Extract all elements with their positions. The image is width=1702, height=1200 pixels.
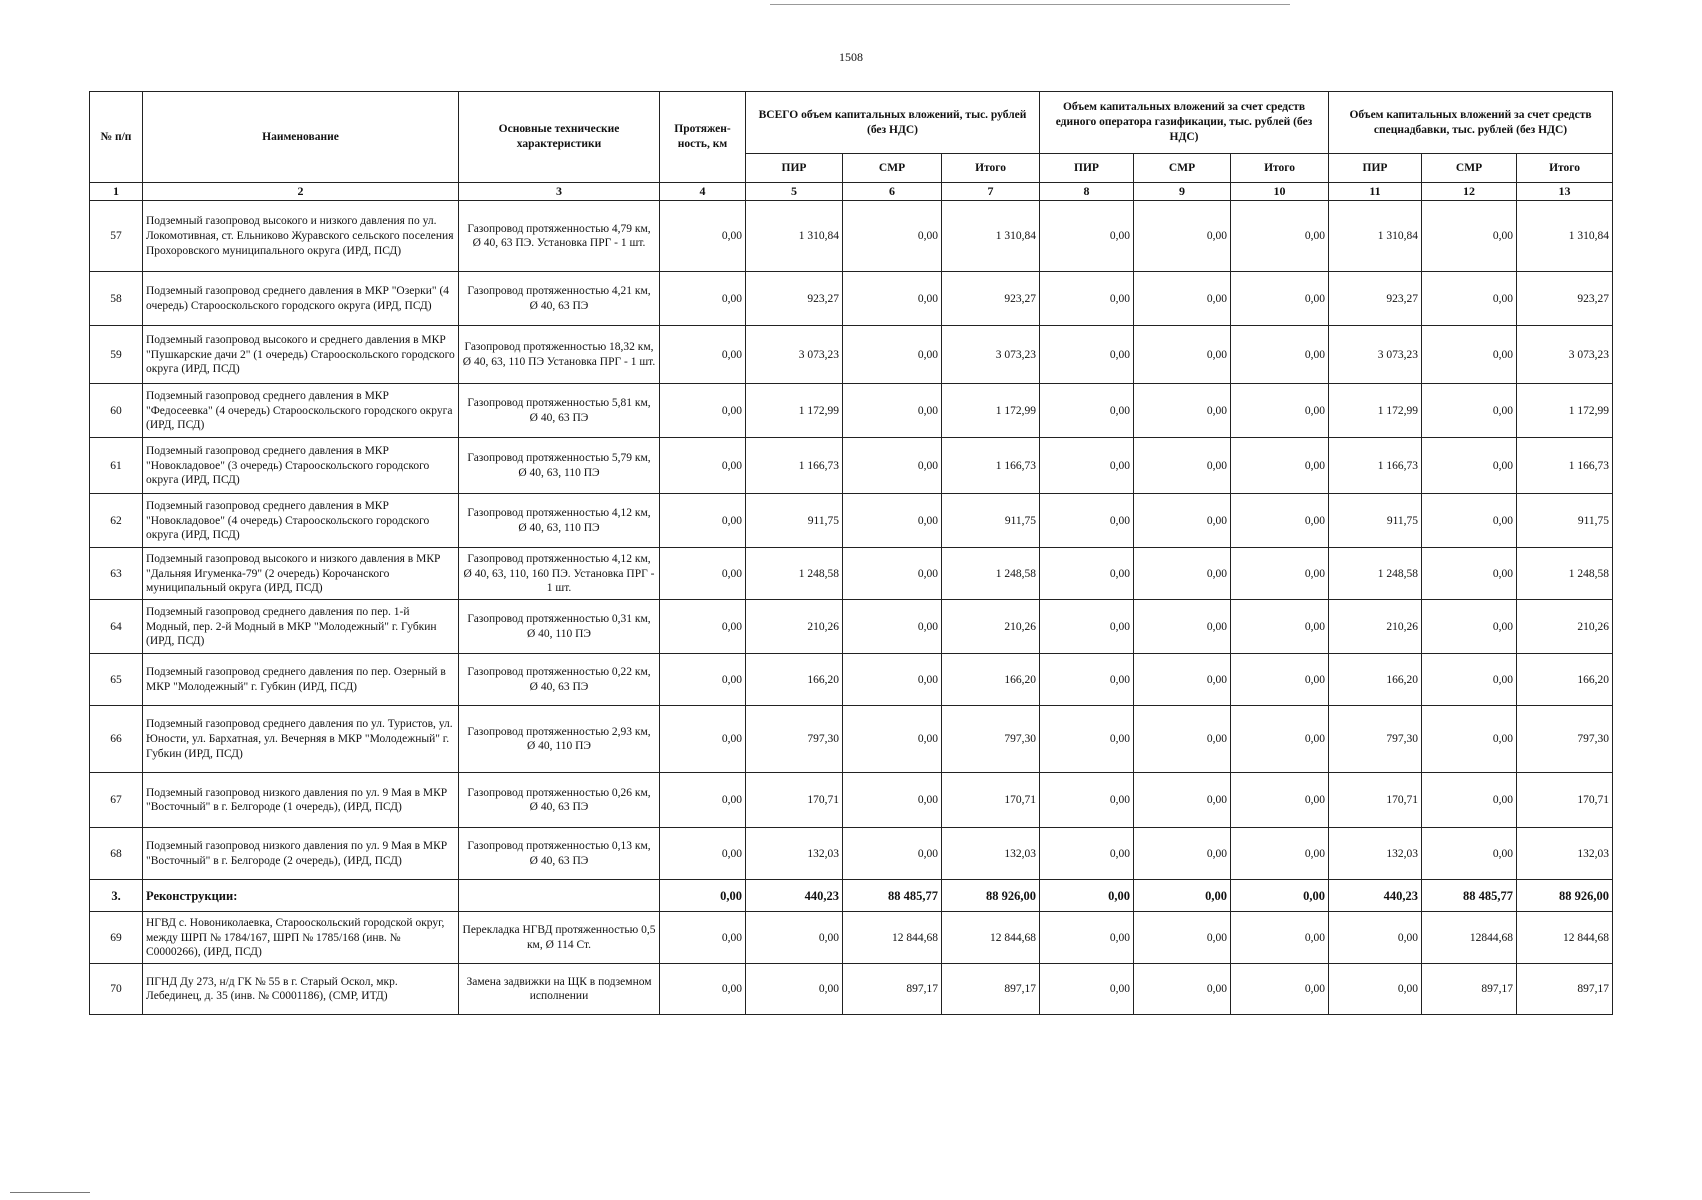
row-value-v6: 0,00 bbox=[843, 773, 942, 828]
row-value-v8: 0,00 bbox=[1040, 773, 1134, 828]
header-length: Протяжен-ность, км bbox=[660, 92, 746, 183]
row-value-v6: 0,00 bbox=[843, 384, 942, 438]
row-value-v10: 0,00 bbox=[1231, 438, 1329, 494]
row-value-len: 0,00 bbox=[660, 326, 746, 384]
row-name: НГВД с. Новониколаевка, Старооскольский городской округ, между ШРП № 1784/167, ШРП № 1785/168 (инв. № С0000266), (ИРД, ПСД) bbox=[143, 912, 459, 964]
row-value-v12: 0,00 bbox=[1422, 654, 1517, 706]
table-row bbox=[90, 384, 1613, 438]
row-value-v10: 0,00 bbox=[1231, 384, 1329, 438]
header-group-total: ВСЕГО объем капитальных вложений, тыс. рублей (без НДС) bbox=[746, 92, 1040, 154]
row-number: 63 bbox=[90, 548, 143, 600]
row-value-len: 0,00 bbox=[660, 384, 746, 438]
header-pir: ПИР bbox=[1329, 154, 1422, 183]
row-value-v12: 0,00 bbox=[1422, 773, 1517, 828]
row-name: Подземный газопровод высокого и низкого давления по ул. Локомотивная, ст. Ельниково Журавского сельского поселения Прохоровского муниципального округа (ИРД, ПСД) bbox=[143, 201, 459, 272]
row-tech-specs: Газопровод протяженностью 18,32 км, Ø 40, 63, 110 ПЭ Установка ПРГ - 1 шт. bbox=[459, 326, 660, 384]
row-value-v13: 1 166,73 bbox=[1517, 438, 1613, 494]
row-tech-specs: Газопровод протяженностью 0,26 км, Ø 40, 63 ПЭ bbox=[459, 773, 660, 828]
row-number: 62 bbox=[90, 494, 143, 548]
row-number: 65 bbox=[90, 654, 143, 706]
row-value-v8: 0,00 bbox=[1040, 912, 1134, 964]
row-value-v11: 210,26 bbox=[1329, 600, 1422, 654]
row-value-v6: 0,00 bbox=[843, 272, 942, 326]
page-number: 1508 bbox=[839, 50, 863, 64]
row-name: Подземный газопровод низкого давления по ул. 9 Мая в МКР "Восточный" в г. Белгороде (1 очередь), (ИРД, ПСД) bbox=[143, 773, 459, 828]
row-value-v7: 3 073,23 bbox=[942, 326, 1040, 384]
header-pir: ПИР bbox=[1040, 154, 1134, 183]
header-group-special: Объем капитальных вложений за счет средств спецнадбавки, тыс. рублей (без НДС) bbox=[1329, 92, 1613, 154]
row-value-v7: 1 166,73 bbox=[942, 438, 1040, 494]
row-value-v7: 1 172,99 bbox=[942, 384, 1040, 438]
row-value-v9: 0,00 bbox=[1134, 548, 1231, 600]
row-value-v9: 0,00 bbox=[1134, 654, 1231, 706]
header-itogo: Итого bbox=[942, 154, 1040, 183]
row-value-v13: 3 073,23 bbox=[1517, 326, 1613, 384]
row-value-v5: 923,27 bbox=[746, 272, 843, 326]
row-value-v12: 0,00 bbox=[1422, 326, 1517, 384]
header-pir: ПИР bbox=[746, 154, 843, 183]
row-value-v9: 0,00 bbox=[1134, 964, 1231, 1015]
row-name: Подземный газопровод высокого и низкого давления в МКР "Дальняя Игуменка-79" (2 очередь) Корочанского муниципальный округа (ИРД, ПСД) bbox=[143, 548, 459, 600]
column-number: 12 bbox=[1422, 183, 1517, 201]
row-name: Подземный газопровод среднего давления в МКР "Озерки" (4 очередь) Старооскольского городского округа (ИРД, ПСД) bbox=[143, 272, 459, 326]
row-value-len: 0,00 bbox=[660, 912, 746, 964]
row-number: 59 bbox=[90, 326, 143, 384]
row-value-v9: 0,00 bbox=[1134, 880, 1231, 912]
row-value-v5: 1 310,84 bbox=[746, 201, 843, 272]
row-value-v12: 0,00 bbox=[1422, 494, 1517, 548]
row-value-v11: 0,00 bbox=[1329, 912, 1422, 964]
row-value-v11: 1 166,73 bbox=[1329, 438, 1422, 494]
row-value-v12: 0,00 bbox=[1422, 706, 1517, 773]
column-number-row bbox=[90, 183, 1613, 201]
row-value-v9: 0,00 bbox=[1134, 494, 1231, 548]
row-value-v8: 0,00 bbox=[1040, 828, 1134, 880]
row-value-len: 0,00 bbox=[660, 964, 746, 1015]
bottom-rule bbox=[10, 1192, 90, 1193]
row-value-v6: 0,00 bbox=[843, 494, 942, 548]
row-number: 58 bbox=[90, 272, 143, 326]
top-rule bbox=[770, 4, 1290, 5]
row-value-v5: 210,26 bbox=[746, 600, 843, 654]
row-value-len: 0,00 bbox=[660, 201, 746, 272]
row-value-len: 0,00 bbox=[660, 600, 746, 654]
row-number: 64 bbox=[90, 600, 143, 654]
header-tech: Основные технические характеристики bbox=[459, 92, 660, 183]
row-value-v12: 897,17 bbox=[1422, 964, 1517, 1015]
row-number: 68 bbox=[90, 828, 143, 880]
row-value-v10: 0,00 bbox=[1231, 828, 1329, 880]
row-value-v6: 897,17 bbox=[843, 964, 942, 1015]
row-tech-specs: Газопровод протяженностью 4,79 км, Ø 40, 63 ПЭ. Установка ПРГ - 1 шт. bbox=[459, 201, 660, 272]
row-value-v13: 132,03 bbox=[1517, 828, 1613, 880]
row-value-v9: 0,00 bbox=[1134, 384, 1231, 438]
row-value-len: 0,00 bbox=[660, 828, 746, 880]
row-value-v7: 1 248,58 bbox=[942, 548, 1040, 600]
row-value-v12: 0,00 bbox=[1422, 438, 1517, 494]
row-value-v6: 0,00 bbox=[843, 548, 942, 600]
row-value-v7: 911,75 bbox=[942, 494, 1040, 548]
row-value-v11: 797,30 bbox=[1329, 706, 1422, 773]
row-value-v7: 132,03 bbox=[942, 828, 1040, 880]
header-group-operator: Объем капитальных вложений за счет средств единого оператора газификации, тыс. рублей (без НДС) bbox=[1040, 92, 1329, 154]
table-row bbox=[90, 773, 1613, 828]
row-value-v7: 923,27 bbox=[942, 272, 1040, 326]
table-row bbox=[90, 201, 1613, 272]
header-name: Наименование bbox=[143, 92, 459, 183]
column-number: 11 bbox=[1329, 183, 1422, 201]
row-value-v11: 170,71 bbox=[1329, 773, 1422, 828]
row-name: ПГНД Ду 273, н/д ГК № 55 в г. Старый Оскол, мкр. Лебединец, д. 35 (инв. № С0001186), (СМР, ИТД) bbox=[143, 964, 459, 1015]
row-value-v7: 1 310,84 bbox=[942, 201, 1040, 272]
row-value-v13: 797,30 bbox=[1517, 706, 1613, 773]
row-value-v5: 911,75 bbox=[746, 494, 843, 548]
row-value-v9: 0,00 bbox=[1134, 828, 1231, 880]
header-no: № п/п bbox=[90, 92, 143, 183]
row-value-v7: 797,30 bbox=[942, 706, 1040, 773]
row-tech-specs: Газопровод протяженностью 0,31 км, Ø 40, 110 ПЭ bbox=[459, 600, 660, 654]
row-value-v11: 1 172,99 bbox=[1329, 384, 1422, 438]
row-number: 69 bbox=[90, 912, 143, 964]
table-row bbox=[90, 964, 1613, 1015]
column-number: 6 bbox=[843, 183, 942, 201]
column-number: 7 bbox=[942, 183, 1040, 201]
column-number: 3 bbox=[459, 183, 660, 201]
row-tech-specs bbox=[459, 880, 660, 912]
column-number: 8 bbox=[1040, 183, 1134, 201]
row-value-v6: 0,00 bbox=[843, 438, 942, 494]
row-value-v10: 0,00 bbox=[1231, 326, 1329, 384]
row-value-v5: 0,00 bbox=[746, 912, 843, 964]
header-smr: СМР bbox=[843, 154, 942, 183]
row-value-v10: 0,00 bbox=[1231, 548, 1329, 600]
column-number: 1 bbox=[90, 183, 143, 201]
row-value-v6: 88 485,77 bbox=[843, 880, 942, 912]
row-value-v5: 166,20 bbox=[746, 654, 843, 706]
row-value-v9: 0,00 bbox=[1134, 600, 1231, 654]
table-row bbox=[90, 912, 1613, 964]
row-value-v9: 0,00 bbox=[1134, 706, 1231, 773]
row-number: 67 bbox=[90, 773, 143, 828]
row-value-v8: 0,00 bbox=[1040, 438, 1134, 494]
row-value-v7: 88 926,00 bbox=[942, 880, 1040, 912]
row-value-len: 0,00 bbox=[660, 548, 746, 600]
row-value-v12: 0,00 bbox=[1422, 548, 1517, 600]
row-value-v10: 0,00 bbox=[1231, 880, 1329, 912]
row-value-v7: 897,17 bbox=[942, 964, 1040, 1015]
table-row bbox=[90, 272, 1613, 326]
column-number: 5 bbox=[746, 183, 843, 201]
row-tech-specs: Газопровод протяженностью 0,22 км, Ø 40, 63 ПЭ bbox=[459, 654, 660, 706]
row-value-v11: 923,27 bbox=[1329, 272, 1422, 326]
row-value-v13: 911,75 bbox=[1517, 494, 1613, 548]
row-number: 57 bbox=[90, 201, 143, 272]
row-value-v9: 0,00 bbox=[1134, 912, 1231, 964]
row-value-v12: 12844,68 bbox=[1422, 912, 1517, 964]
table-row bbox=[90, 548, 1613, 600]
row-value-v10: 0,00 bbox=[1231, 654, 1329, 706]
row-value-v5: 3 073,23 bbox=[746, 326, 843, 384]
row-value-v12: 0,00 bbox=[1422, 600, 1517, 654]
row-value-v5: 1 248,58 bbox=[746, 548, 843, 600]
header-itogo: Итого bbox=[1517, 154, 1613, 183]
row-value-v13: 170,71 bbox=[1517, 773, 1613, 828]
row-value-len: 0,00 bbox=[660, 438, 746, 494]
table-row bbox=[90, 326, 1613, 384]
row-value-v9: 0,00 bbox=[1134, 326, 1231, 384]
column-number: 10 bbox=[1231, 183, 1329, 201]
row-value-v13: 1 310,84 bbox=[1517, 201, 1613, 272]
row-value-v12: 0,00 bbox=[1422, 272, 1517, 326]
row-value-v13: 12 844,68 bbox=[1517, 912, 1613, 964]
row-tech-specs: Газопровод протяженностью 2,93 км, Ø 40, 110 ПЭ bbox=[459, 706, 660, 773]
row-value-v8: 0,00 bbox=[1040, 201, 1134, 272]
row-value-v7: 210,26 bbox=[942, 600, 1040, 654]
row-name: Подземный газопровод низкого давления по ул. 9 Мая в МКР "Восточный" в г. Белгороде (2 очередь), (ИРД, ПСД) bbox=[143, 828, 459, 880]
header-itogo: Итого bbox=[1231, 154, 1329, 183]
row-value-len: 0,00 bbox=[660, 272, 746, 326]
row-name: Подземный газопровод среднего давления по ул. Туристов, ул. Юности, ул. Бархатная, ул. Вечерняя в МКР "Молодежный" г. Губкин (ИРД, ПСД) bbox=[143, 706, 459, 773]
row-value-v8: 0,00 bbox=[1040, 654, 1134, 706]
row-value-v10: 0,00 bbox=[1231, 964, 1329, 1015]
row-number: 70 bbox=[90, 964, 143, 1015]
row-value-v8: 0,00 bbox=[1040, 880, 1134, 912]
row-value-v11: 166,20 bbox=[1329, 654, 1422, 706]
row-tech-specs: Перекладка НГВД протяженностью 0,5 км, Ø 114 Ст. bbox=[459, 912, 660, 964]
row-value-v8: 0,00 bbox=[1040, 600, 1134, 654]
row-name: Подземный газопровод среднего давления в МКР "Новокладовое" (4 очередь) Старооскольского городского округа (ИРД, ПСД) bbox=[143, 494, 459, 548]
row-value-v5: 440,23 bbox=[746, 880, 843, 912]
row-value-v8: 0,00 bbox=[1040, 272, 1134, 326]
row-value-v11: 1 310,84 bbox=[1329, 201, 1422, 272]
row-value-v10: 0,00 bbox=[1231, 600, 1329, 654]
row-value-v11: 440,23 bbox=[1329, 880, 1422, 912]
row-value-v8: 0,00 bbox=[1040, 706, 1134, 773]
row-value-v8: 0,00 bbox=[1040, 964, 1134, 1015]
row-tech-specs: Газопровод протяженностью 0,13 км, Ø 40, 63 ПЭ bbox=[459, 828, 660, 880]
row-value-v6: 12 844,68 bbox=[843, 912, 942, 964]
row-value-v6: 0,00 bbox=[843, 706, 942, 773]
row-number: 60 bbox=[90, 384, 143, 438]
table-row bbox=[90, 654, 1613, 706]
row-value-v5: 132,03 bbox=[746, 828, 843, 880]
row-value-v6: 0,00 bbox=[843, 326, 942, 384]
row-value-v13: 210,26 bbox=[1517, 600, 1613, 654]
row-name: Подземный газопровод среднего давления по пер. Озерный в МКР "Молодежный" г. Губкин (ИРД, ПСД) bbox=[143, 654, 459, 706]
row-value-v5: 1 172,99 bbox=[746, 384, 843, 438]
row-tech-specs: Газопровод протяженностью 5,79 км, Ø 40, 63, 110 ПЭ bbox=[459, 438, 660, 494]
row-value-v11: 1 248,58 bbox=[1329, 548, 1422, 600]
row-value-v13: 897,17 bbox=[1517, 964, 1613, 1015]
row-name: Реконструкции: bbox=[143, 880, 459, 912]
capital-investment-table bbox=[89, 91, 1613, 1015]
row-value-v9: 0,00 bbox=[1134, 438, 1231, 494]
row-value-v13: 166,20 bbox=[1517, 654, 1613, 706]
row-value-v12: 0,00 bbox=[1422, 828, 1517, 880]
row-value-v10: 0,00 bbox=[1231, 912, 1329, 964]
row-value-v5: 1 166,73 bbox=[746, 438, 843, 494]
row-value-v8: 0,00 bbox=[1040, 326, 1134, 384]
row-value-v11: 132,03 bbox=[1329, 828, 1422, 880]
header-smr: СМР bbox=[1134, 154, 1231, 183]
row-name: Подземный газопровод среднего давления в МКР "Федосеевка" (4 очередь) Старооскольского городского округа (ИРД, ПСД) bbox=[143, 384, 459, 438]
row-number: 66 bbox=[90, 706, 143, 773]
row-value-v6: 0,00 bbox=[843, 201, 942, 272]
row-value-v7: 12 844,68 bbox=[942, 912, 1040, 964]
table-row bbox=[90, 600, 1613, 654]
column-number: 2 bbox=[143, 183, 459, 201]
row-value-v8: 0,00 bbox=[1040, 384, 1134, 438]
row-value-v13: 1 172,99 bbox=[1517, 384, 1613, 438]
row-value-v13: 1 248,58 bbox=[1517, 548, 1613, 600]
row-value-v6: 0,00 bbox=[843, 654, 942, 706]
table-row bbox=[90, 706, 1613, 773]
row-value-v8: 0,00 bbox=[1040, 494, 1134, 548]
row-value-v5: 797,30 bbox=[746, 706, 843, 773]
row-value-v11: 911,75 bbox=[1329, 494, 1422, 548]
table-row bbox=[90, 438, 1613, 494]
column-number: 13 bbox=[1517, 183, 1613, 201]
row-value-v10: 0,00 bbox=[1231, 706, 1329, 773]
row-value-v10: 0,00 bbox=[1231, 272, 1329, 326]
row-value-v7: 166,20 bbox=[942, 654, 1040, 706]
row-name: Подземный газопровод среднего давления по пер. 1-й Модный, пер. 2-й Модный в МКР "Молодежный" г. Губкин (ИРД, ПСД) bbox=[143, 600, 459, 654]
column-number: 9 bbox=[1134, 183, 1231, 201]
row-value-len: 0,00 bbox=[660, 654, 746, 706]
row-tech-specs: Замена задвижки на ЩК в подземном исполнении bbox=[459, 964, 660, 1015]
column-number: 4 bbox=[660, 183, 746, 201]
row-value-v12: 0,00 bbox=[1422, 201, 1517, 272]
row-number: 61 bbox=[90, 438, 143, 494]
row-value-len: 0,00 bbox=[660, 880, 746, 912]
row-value-v11: 3 073,23 bbox=[1329, 326, 1422, 384]
row-value-v11: 0,00 bbox=[1329, 964, 1422, 1015]
row-name: Подземный газопровод высокого и среднего давления в МКР "Пушкарские дачи 2" (1 очередь) Старооскольского городского округа (ИРД, ПСД) bbox=[143, 326, 459, 384]
row-value-v12: 88 485,77 bbox=[1422, 880, 1517, 912]
row-value-v5: 0,00 bbox=[746, 964, 843, 1015]
row-name: Подземный газопровод среднего давления в МКР "Новокладовое" (3 очередь) Старооскольского городского округа (ИРД, ПСД) bbox=[143, 438, 459, 494]
row-value-v9: 0,00 bbox=[1134, 773, 1231, 828]
row-value-v13: 923,27 bbox=[1517, 272, 1613, 326]
row-value-v8: 0,00 bbox=[1040, 548, 1134, 600]
row-value-len: 0,00 bbox=[660, 773, 746, 828]
row-value-v5: 170,71 bbox=[746, 773, 843, 828]
row-value-len: 0,00 bbox=[660, 706, 746, 773]
row-value-v9: 0,00 bbox=[1134, 201, 1231, 272]
section-row bbox=[90, 880, 1613, 912]
row-tech-specs: Газопровод протяженностью 4,21 км, Ø 40, 63 ПЭ bbox=[459, 272, 660, 326]
row-tech-specs: Газопровод протяженностью 4,12 км, Ø 40, 63, 110 ПЭ bbox=[459, 494, 660, 548]
row-value-v6: 0,00 bbox=[843, 828, 942, 880]
header-smr: СМР bbox=[1422, 154, 1517, 183]
row-tech-specs: Газопровод протяженностью 5,81 км, Ø 40, 63 ПЭ bbox=[459, 384, 660, 438]
row-value-v10: 0,00 bbox=[1231, 773, 1329, 828]
row-value-len: 0,00 bbox=[660, 494, 746, 548]
row-value-v10: 0,00 bbox=[1231, 494, 1329, 548]
row-number: 3. bbox=[90, 880, 143, 912]
row-value-v10: 0,00 bbox=[1231, 201, 1329, 272]
row-value-v6: 0,00 bbox=[843, 600, 942, 654]
table-row bbox=[90, 828, 1613, 880]
row-value-v7: 170,71 bbox=[942, 773, 1040, 828]
table-row bbox=[90, 494, 1613, 548]
row-value-v13: 88 926,00 bbox=[1517, 880, 1613, 912]
row-value-v12: 0,00 bbox=[1422, 384, 1517, 438]
row-tech-specs: Газопровод протяженностью 4,12 км, Ø 40, 63, 110, 160 ПЭ. Установка ПРГ - 1 шт. bbox=[459, 548, 660, 600]
row-value-v9: 0,00 bbox=[1134, 272, 1231, 326]
